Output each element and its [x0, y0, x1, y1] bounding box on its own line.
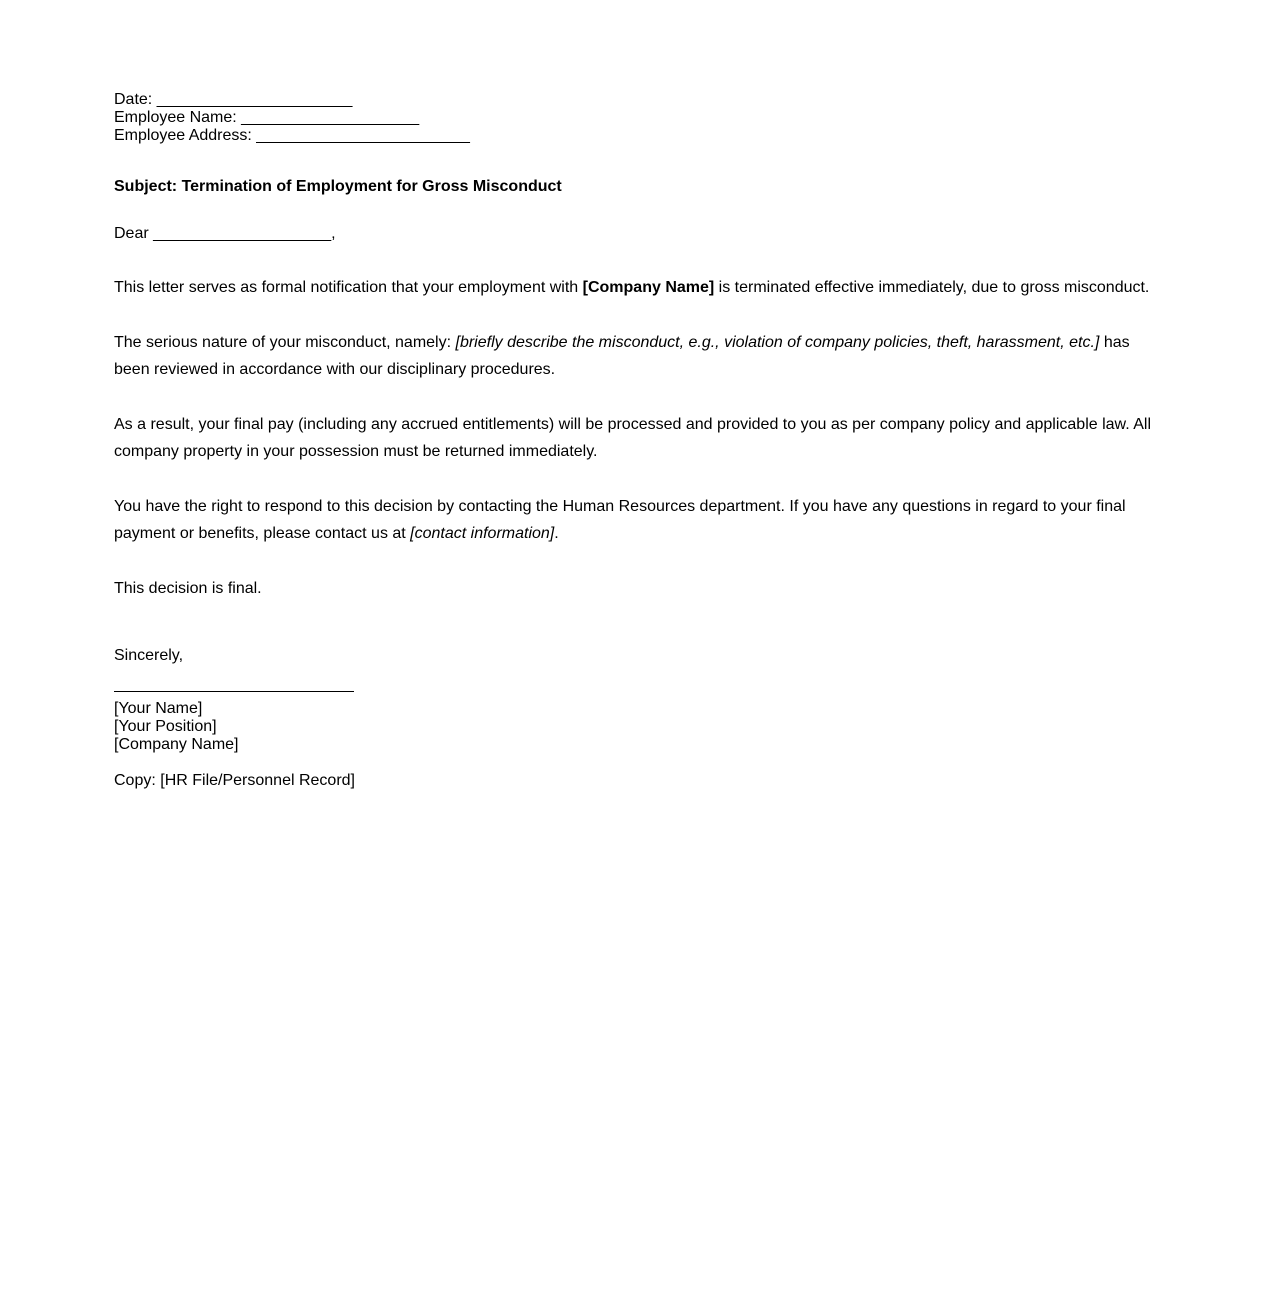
paragraph-text: is terminated effective immediately, due to gross misconduct.	[714, 279, 1150, 296]
paragraph-notification	[114, 274, 1164, 302]
paragraph-text: This letter serves as formal notification that your employment with	[114, 279, 583, 296]
misconduct-placeholder: [briefly describe the misconduct, e.g., violation of company policies, theft, harassment, etc.]	[455, 333, 1100, 351]
paragraph-text: has been reviewed in accordance with our disciplinary procedures.	[114, 333, 1130, 378]
date-field: Date: ______________________	[114, 91, 353, 108]
signer-name: [Your Name]	[114, 700, 203, 717]
paragraph-misconduct	[114, 329, 1164, 384]
signature-block	[114, 700, 1164, 754]
subject-line: Subject: Termination of Employment for Gross Misconduct	[114, 178, 562, 195]
contact-info-placeholder: [contact information]	[410, 525, 555, 542]
signer-position: [Your Position]	[114, 718, 217, 735]
greeting: Dear ____________________,	[114, 225, 336, 242]
paragraph-text: The serious nature of your misconduct, namely:	[114, 333, 456, 351]
employee-address-field: Employee Address: ________________________	[114, 127, 470, 144]
paragraph-text: You have the right to respond to this decision by contacting the Human Resources department. If you have any questions in regard to your final payment or benefits, please contact us at	[114, 497, 1126, 542]
letter-body	[114, 91, 1164, 791]
signer-company: [Company Name]	[114, 736, 239, 753]
copy-line: Copy: [HR File/Personnel Record]	[114, 772, 355, 789]
paragraph-final-pay: As a result, your final pay (including any accrued entitlements) will be processed and provided to you as per company policy and applicable law. All company property in your possession must be returned immediately.	[114, 415, 1152, 460]
employee-name-field: Employee Name: ____________________	[114, 109, 420, 126]
company-name-placeholder: [Company Name]	[582, 279, 715, 296]
signature-line	[114, 691, 354, 692]
paragraph-right-to-respond	[114, 493, 1164, 548]
paragraph-text: .	[554, 525, 559, 542]
paragraph-decision-final: This decision is final.	[114, 579, 262, 597]
closing: Sincerely,	[114, 647, 184, 664]
